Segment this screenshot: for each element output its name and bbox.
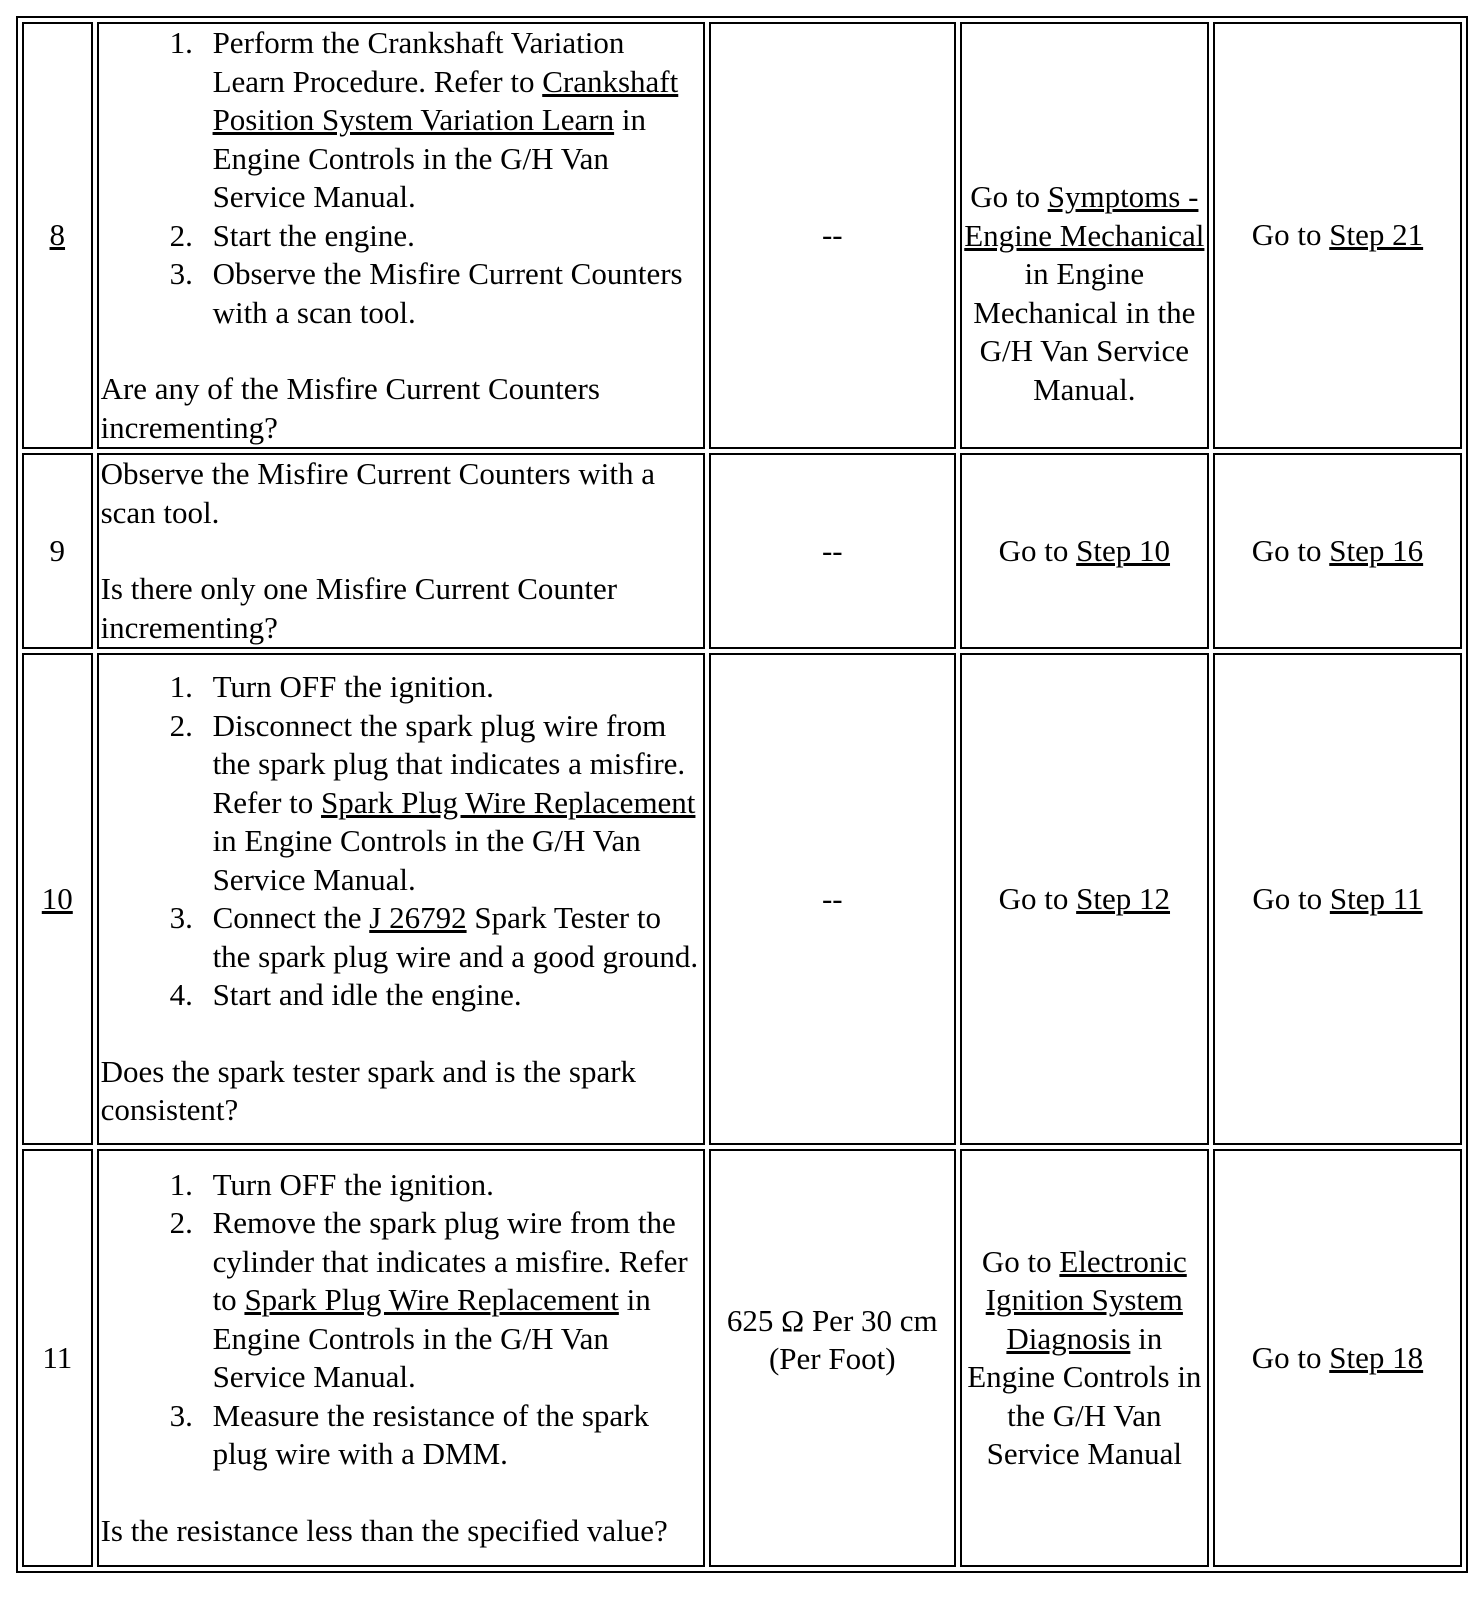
goto-text: Go to xyxy=(1251,217,1330,253)
item-text: Disconnect the spark plug wire from the spark plug that indicates a misfire. Refer to xyxy=(212,707,686,820)
goto-text: Go to xyxy=(998,880,1077,916)
goto-text: Go to xyxy=(1252,880,1330,916)
step-number-cell xyxy=(22,653,93,1145)
step-number-cell: 11 xyxy=(22,1149,93,1567)
step-12-link[interactable]: Step 12 xyxy=(1076,880,1171,916)
list-item xyxy=(201,217,701,256)
step-number-cell: 9 xyxy=(22,453,93,649)
step-18-link[interactable]: Step 18 xyxy=(1329,1339,1424,1375)
yes-cell xyxy=(960,653,1209,1145)
yes-cell xyxy=(960,1149,1209,1567)
list-item xyxy=(201,1204,701,1397)
item-text: Measure the resistance of the spark plug wire with a DMM. xyxy=(212,1397,649,1472)
action-list xyxy=(101,668,701,1015)
question-text: Does the spark tester spark and is the spark consistent? xyxy=(100,1053,637,1128)
spark-plug-wire-replacement-link[interactable]: Spark Plug Wire Replacement xyxy=(244,1282,619,1318)
list-item xyxy=(201,255,701,332)
goto-text: Go to xyxy=(970,179,1048,214)
value-cell: -- xyxy=(709,453,956,649)
item-text: in Engine Controls in the G/H Van Service Manual. xyxy=(212,823,641,897)
no-cell xyxy=(1213,22,1462,449)
diagnostic-table-container xyxy=(16,16,1468,1573)
action-text: Observe the Misfire Current Counters with a scan tool. xyxy=(100,456,655,530)
no-cell xyxy=(1213,453,1462,649)
list-item xyxy=(201,976,701,1015)
resistance-spec-unit: (Per Foot) xyxy=(768,1341,896,1376)
action-cell xyxy=(97,653,705,1145)
step-10-link[interactable]: Step 10 xyxy=(1076,532,1171,568)
goto-text: Go to xyxy=(998,532,1077,568)
question-text: Are any of the Misfire Current Counters incrementing? xyxy=(100,371,600,445)
step-8-link[interactable]: 8 xyxy=(49,217,66,253)
value-cell: -- xyxy=(709,22,956,449)
crankshaft-variation-learn-link[interactable]: Crankshaft Position System Variation Learn xyxy=(212,63,679,137)
symptoms-engine-mechanical-link[interactable]: Symptoms - Engine Mechanical xyxy=(964,179,1205,253)
item-text: Start the engine. xyxy=(212,217,415,253)
list-item xyxy=(201,1397,701,1474)
action-cell xyxy=(97,22,705,449)
diagnostic-steps-table xyxy=(16,16,1468,1573)
value-cell xyxy=(709,1149,956,1567)
action-list xyxy=(101,1166,701,1474)
table-row-step-8 xyxy=(22,22,1462,449)
item-text: Turn OFF the ignition. xyxy=(212,1166,494,1202)
item-text: in Engine Controls in the G/H Van Service Manual. xyxy=(212,1282,651,1395)
goto-text: Go to xyxy=(1251,532,1330,568)
step-number-cell xyxy=(22,22,93,449)
yes-cell xyxy=(960,22,1209,449)
item-text: Spark Tester to the spark plug wire and a good ground. xyxy=(212,900,699,974)
table-row-step-9 xyxy=(22,453,1462,649)
electronic-ignition-system-diagnosis-link[interactable]: Electronic Ignition System Diagnosis xyxy=(985,1243,1187,1356)
item-text: in Engine Controls in the G/H Van Service Manual. xyxy=(212,102,646,214)
question-text: Is there only one Misfire Current Counter incrementing? xyxy=(100,571,618,645)
goto-text: Go to xyxy=(1251,1339,1330,1375)
item-text: Connect the xyxy=(212,900,370,936)
step-16-link[interactable]: Step 16 xyxy=(1329,532,1424,568)
list-item xyxy=(201,668,701,707)
list-item xyxy=(201,24,701,217)
resistance-spec: 625 Ω Per 30 cm xyxy=(726,1302,938,1338)
item-text: Perform the Crankshaft Variation Learn Procedure. Refer to xyxy=(212,25,625,99)
item-text: Start and idle the engine. xyxy=(212,977,522,1013)
question-text: Is the resistance less than the specified value? xyxy=(100,1512,668,1548)
step-10-number-link[interactable]: 10 xyxy=(41,880,73,916)
goto-text: Go to xyxy=(981,1243,1060,1279)
value-cell: -- xyxy=(709,653,956,1145)
item-text: Remove the spark plug wire from the cylinder that indicates a misfire. Refer to xyxy=(212,1205,688,1318)
no-cell xyxy=(1213,1149,1462,1567)
list-item xyxy=(201,1166,701,1205)
j26792-tool-link[interactable]: J 26792 xyxy=(369,900,467,936)
action-cell xyxy=(97,1149,705,1567)
action-list xyxy=(101,24,701,332)
table-row-step-11 xyxy=(22,1149,1462,1567)
goto-text: in Engine Controls in the G/H Van Service Manual xyxy=(967,1320,1202,1471)
no-cell xyxy=(1213,653,1462,1145)
yes-cell xyxy=(960,453,1209,649)
step-21-link[interactable]: Step 21 xyxy=(1329,217,1424,253)
list-item xyxy=(201,899,701,976)
list-item xyxy=(201,707,701,900)
table-row-step-10 xyxy=(22,653,1462,1145)
step-11-link[interactable]: Step 11 xyxy=(1329,880,1423,916)
spark-plug-wire-replacement-link[interactable]: Spark Plug Wire Replacement xyxy=(321,784,696,820)
item-text: Turn OFF the ignition. xyxy=(212,669,494,705)
action-cell xyxy=(97,453,705,649)
goto-text: in Engine Mechanical in the G/H Van Service Manual. xyxy=(973,256,1196,407)
item-text: Observe the Misfire Current Counters with a scan tool. xyxy=(212,256,683,330)
